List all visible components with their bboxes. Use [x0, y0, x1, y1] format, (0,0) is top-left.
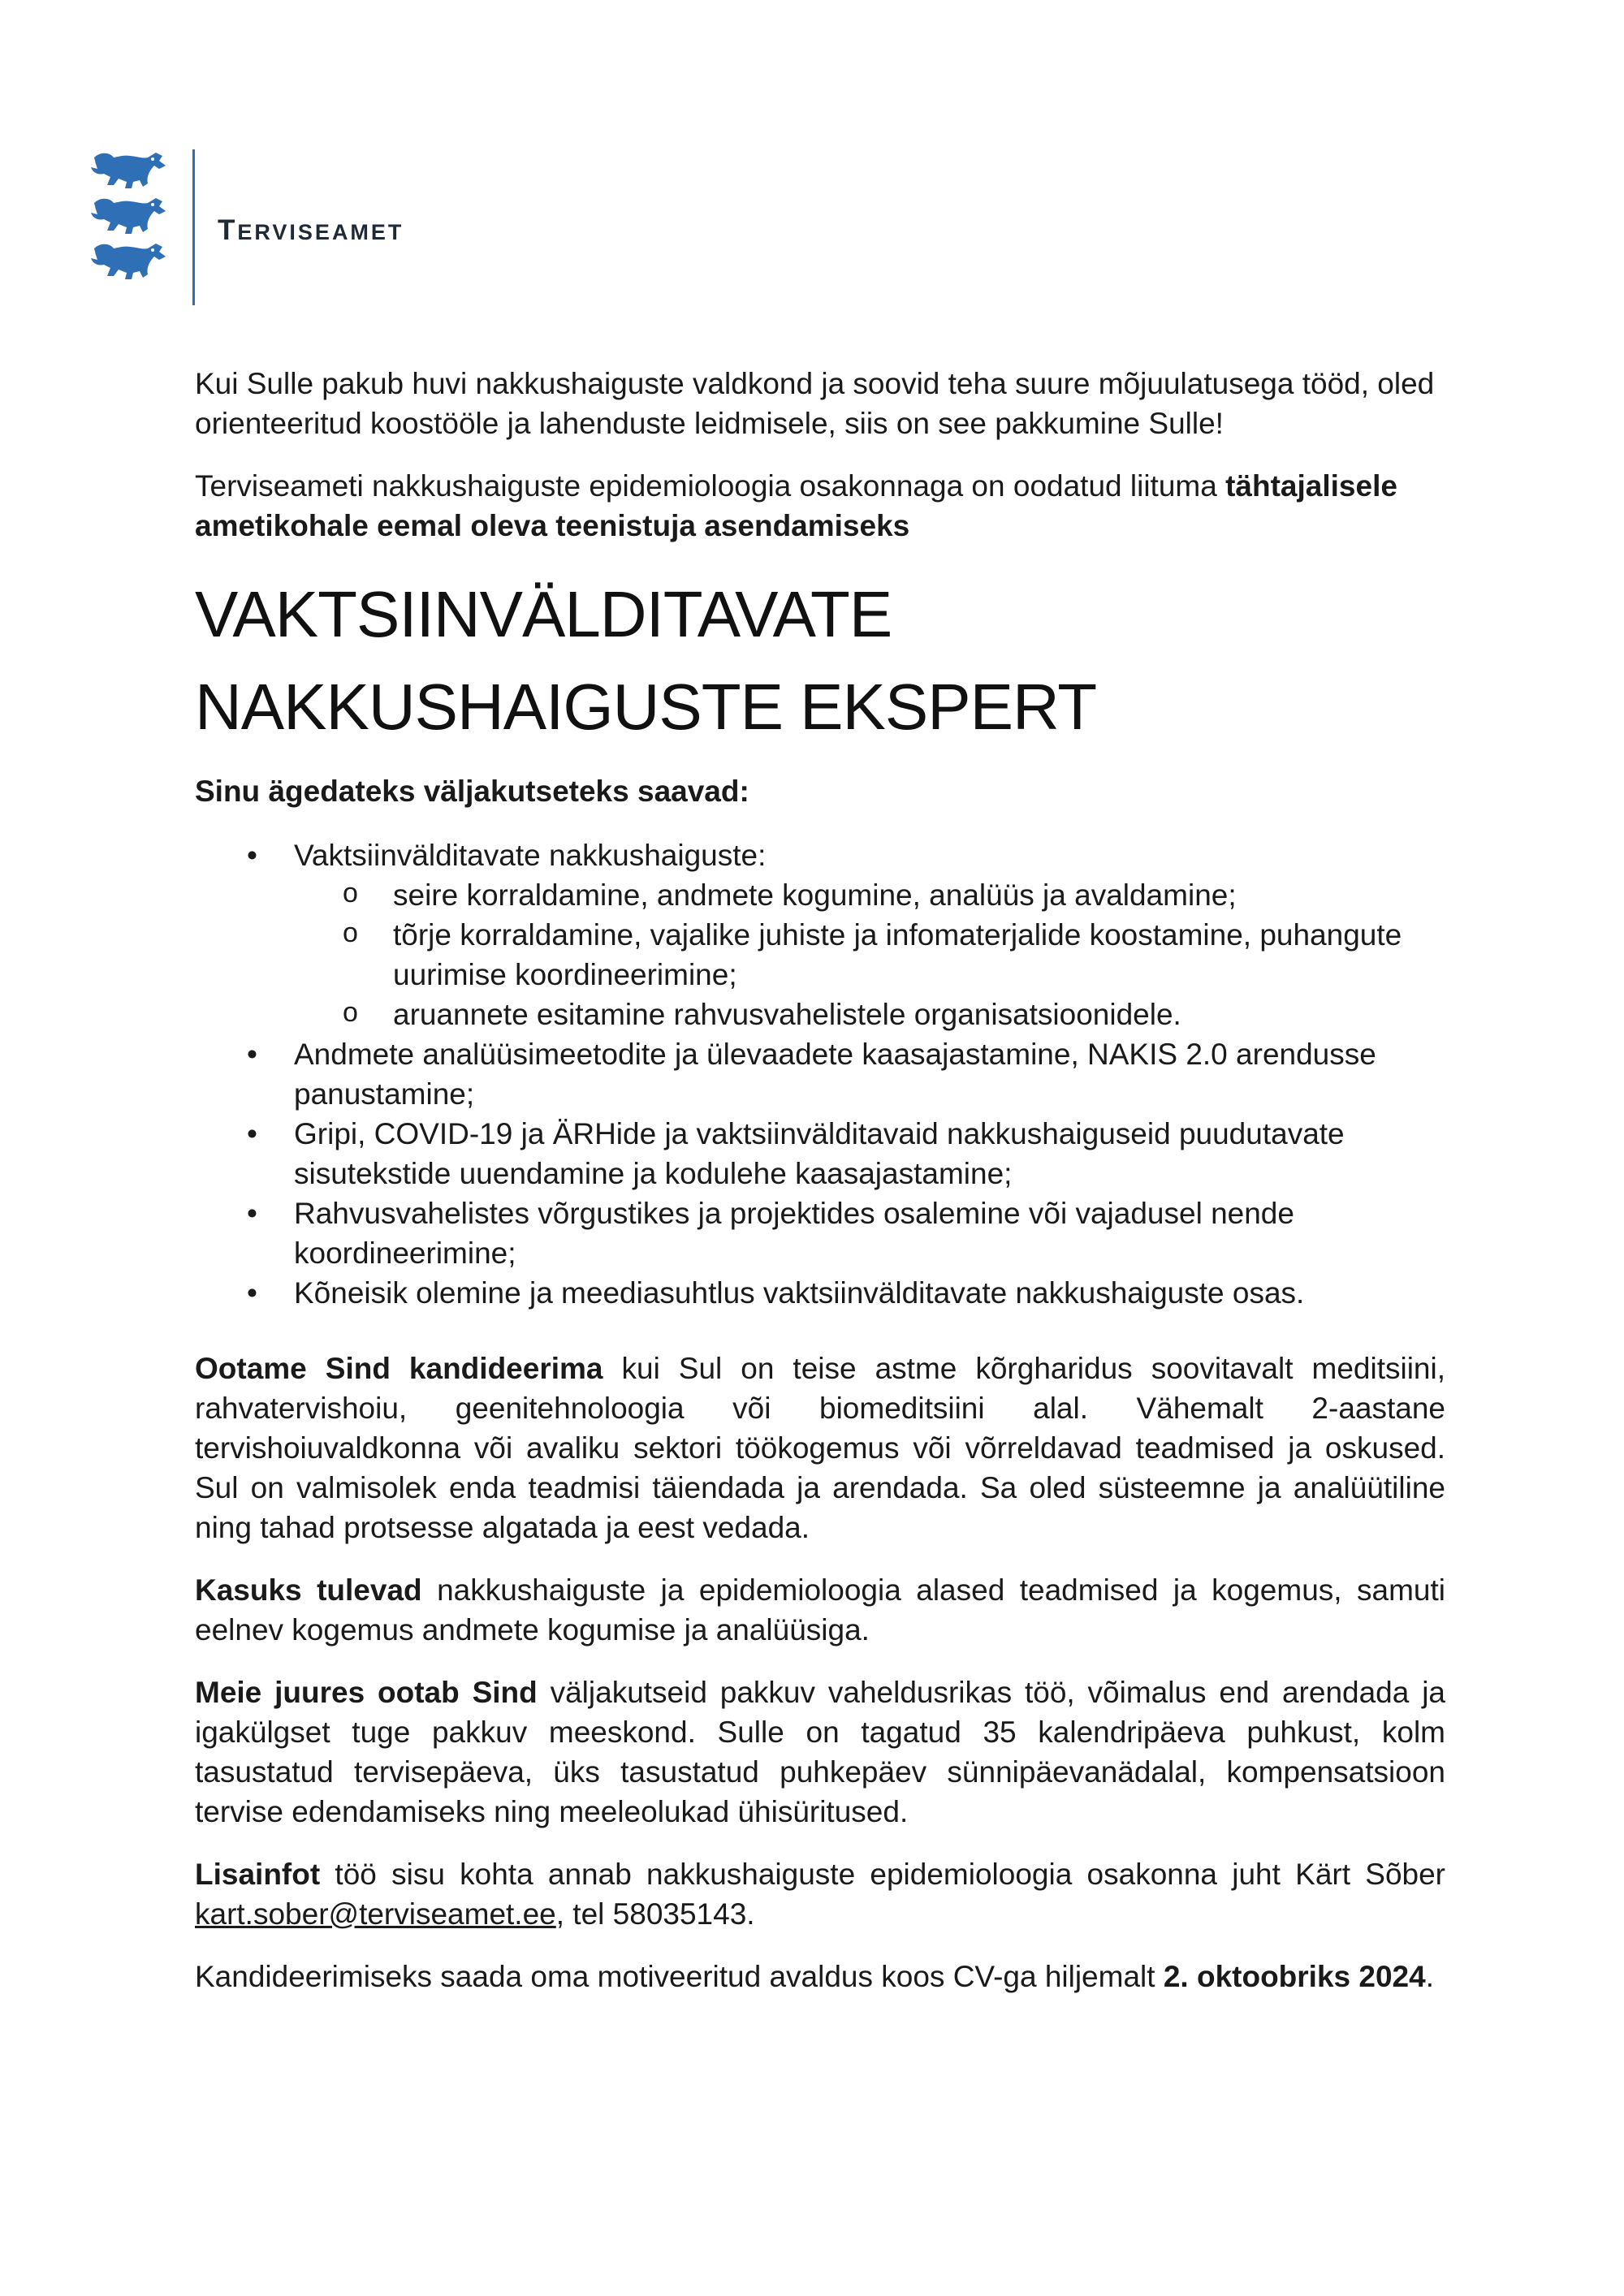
intro-paragraph: Kui Sulle pakub huvi nakkushaiguste valdkond ja soovid teha suure mõjuulatusega tööd, oled orienteeritud koostööle ja lahenduste leidmisele, siis on see pakkumine Sulle! — [195, 367, 1435, 440]
contact-paragraph: Lisainfot töö sisu kohta annab nakkushaiguste epidemioloogia osakonna juht Kärt Sõber kart.sober@terviseamet.ee, tel 58035143. — [195, 1858, 1445, 1931]
list-item: • Gripi, COVID-19 ja ÄRHide ja vaktsiinvälditavaid nakkushaiguseid puudutavate sisutekstide uuendamine ja kodulehe kaasajastamine; — [294, 1114, 1445, 1193]
sub-list-item: o seire korraldamine, andmete kogumine, analüüs ja avaldamine; — [393, 875, 1445, 915]
requirements-paragraph: Ootame Sind kandideerima kui Sul on teise astme kõrgharidus soovitavalt meditsiini, rahvatervishoiu, geenitehnoloogia või biomeditsiini alal. Vähemalt 2-aastane tervishoiuvaldkonna või avaliku sektori töökogemus või võrreldavad teadmised ja oskused. Sul on valmisolek enda teadmisi täiendada ja arendada. Sa oled süsteemne ja analüütiline ning tahad protsesse algatada ja eest vedada. — [195, 1352, 1445, 1544]
list-item: • Andmete analüüsimeetodite ja ülevaadete kaasajastamine, NAKIS 2.0 arendusse panustamine; — [294, 1034, 1445, 1114]
challenges-list — [195, 835, 1445, 1313]
sub-list-item: o tõrje korraldamine, vajalike juhiste ja infomaterjalide koostamine, puhangute uurimise koordineerimine; — [393, 915, 1445, 995]
challenges-sublist — [294, 875, 1445, 1034]
job-title — [195, 568, 1445, 753]
sub-list-item: o aruannete esitamine rahvusvahelistele organisatsioonidele. — [393, 995, 1445, 1034]
header-divider — [192, 149, 195, 305]
list-item: • Rahvusvahelistes võrgustikes ja projektides osalemine või vajadusel nende koordineerimine; — [294, 1193, 1445, 1273]
lead-paragraph: Terviseameti nakkushaiguste epidemioloogia osakonnaga on oodatud liituma tähtajalisele ametikohale eemal oleva teenistuja asendamiseks — [195, 469, 1397, 542]
lead-bold: tähtajalisele ametikohale eemal oleva teenistuja asendamiseks — [195, 469, 1397, 542]
advantages-paragraph: Kasuks tulevad nakkushaiguste ja epidemioloogia alased teadmised ja kogemus, samuti eelnev kogemus andmete kogumise ja analüüsiga. — [195, 1573, 1445, 1646]
organization-name: TERVISEAMET — [218, 214, 404, 246]
three-lions-coat-of-arms-icon — [89, 149, 171, 284]
challenges-heading: Sinu ägedateks väljakutseteks saavad: — [195, 775, 749, 808]
coat-of-arms-logo — [89, 149, 171, 284]
offer-paragraph: Meie juures ootab Sind väljakutseid pakkuv vaheldusrikas töö, võimalus end arendada ja igakülgset tuge pakkuv meeskond. Sulle on tagatud 35 kalendripäeva puhkust, kolm tasustatud tervisepäeva, üks tasustatud puhkepäev sünnipäevanädalal, kompensatsioon tervise edendamiseks ning meeleolukad ühisüritused. — [195, 1676, 1445, 1828]
job-title-line-2: NAKKUSHAIGUSTE EKSPERT — [195, 671, 1097, 743]
list-item: • Vaktsiinvälditavate nakkushaiguste: o seire korraldamine, andmete kogumine, analüüs ja avaldamine; o tõrje korraldamine, vajalike juhiste ja infomaterjalide koostamine, puhangute uurimise koordineerimine; o aruannete esitamine rahvusvahelistele organisatsioonidele. — [294, 835, 1445, 1034]
contact-email-link[interactable]: kart.sober@terviseamet.ee — [195, 1897, 556, 1931]
list-item: • Kõneisik olemine ja meediasuhtlus vaktsiinvälditavate nakkushaiguste osas. — [294, 1273, 1445, 1313]
job-title-line-1: VAKTSIINVÄLDITAVATE — [195, 578, 892, 650]
document-body — [195, 364, 1445, 1996]
deadline: 2. oktoobriks 2024 — [1163, 1960, 1426, 1993]
apply-paragraph: Kandideerimiseks saada oma motiveeritud avaldus koos CV-ga hiljemalt 2. oktoobriks 2024. — [195, 1960, 1434, 1993]
